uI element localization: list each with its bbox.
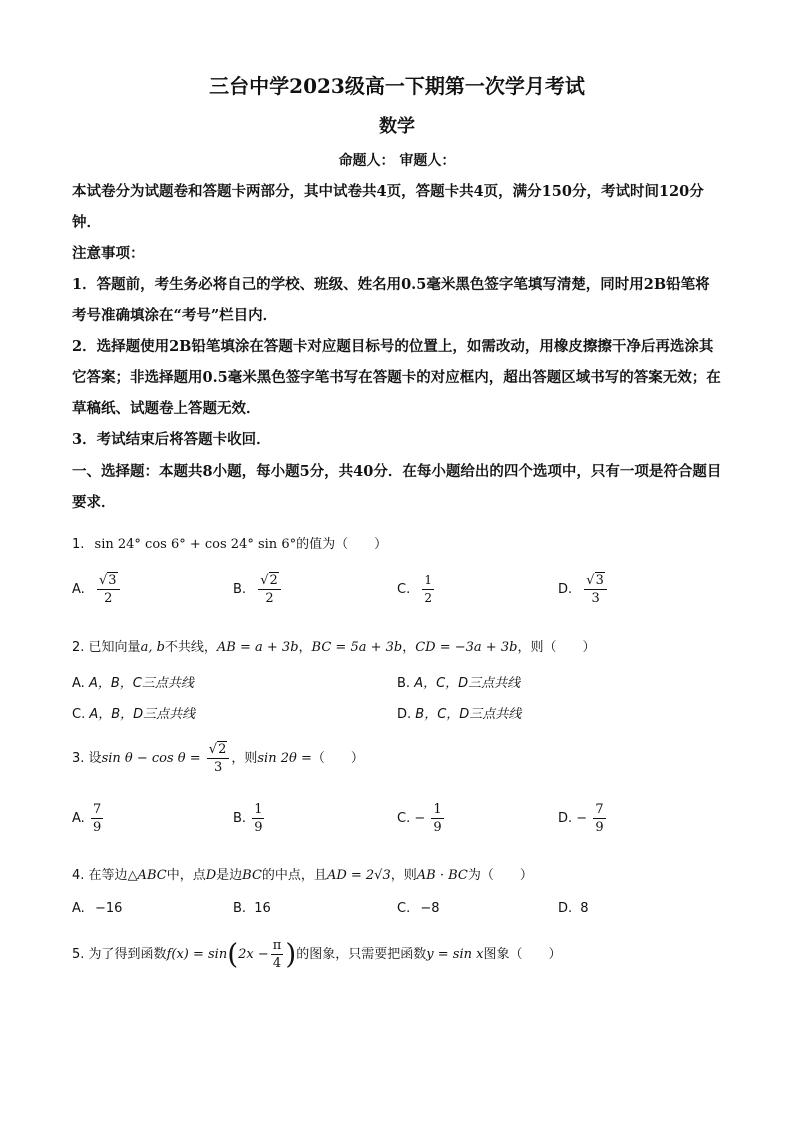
exam-title: 三台中学2023级高一下期第一次学月考试 [209, 74, 585, 98]
function-expression: f(x) = sin [166, 947, 228, 962]
notes-title: 注意事项： [72, 245, 145, 262]
option-c[interactable] [397, 572, 436, 607]
option-label: C. [72, 707, 86, 722]
option-label: A. [72, 811, 85, 826]
question-number: 3. [72, 751, 85, 766]
option-text: −8 [420, 901, 440, 916]
question-4-tail: 为（ ） [467, 868, 533, 883]
option-label: D. [558, 901, 573, 916]
section-1-heading: 一、选择题：本题共8小题，每小题5分，共40分．在每小题给出的四个选项中，只有一项是符合题目要求． [72, 463, 722, 511]
option-b[interactable] [233, 572, 283, 607]
question-5: 5. 为了得到函数f(x) = sin(2x − $\frac{\pi}{4}$ )的图象，只需要把函数y = sin x图象（ ） [72, 937, 562, 971]
question-4-text: 的中点，且 [261, 868, 327, 883]
pi-over-4 [271, 937, 284, 972]
option-c[interactable] [397, 901, 440, 916]
fraction-numerator: 2 [269, 573, 278, 588]
fraction-denominator: 2 [104, 591, 113, 606]
option-b[interactable] [233, 801, 266, 836]
segment-bc: BC [242, 868, 262, 883]
option-sign: − [414, 811, 426, 826]
fraction-denominator: 4 [272, 956, 282, 971]
option-text: 16 [254, 901, 271, 916]
option-text: −16 [94, 901, 123, 916]
fraction-denominator: 3 [591, 591, 600, 606]
option-text: A，B，D三点共线 [89, 707, 196, 722]
question-3 [72, 741, 364, 776]
authors-line: 命题人： 审题人： [338, 153, 456, 169]
dot-product-expression: AB · BC [416, 868, 468, 883]
option-label: A. [72, 676, 85, 691]
note-1: 1．答题前，考生务必将自己的学校、班级、姓名用0.5毫米黑色签字笔填写清楚，同时用2B铅笔将考号准确填涂在“考号”栏目内． [72, 276, 710, 324]
option-fraction [252, 801, 264, 836]
note-2: 2．选择题使用2B铅笔填涂在答题卡对应题目标号的位置上，如需改动，用橡皮擦擦干净后再选涂其它答案；非选择题用0.5毫米黑色签字笔书写在答题卡的对应框内，超出答题区域书写的答案无效；在草稿纸、试题卷上答题无效． [72, 338, 721, 417]
question-number: 2. [72, 640, 85, 655]
question-1 [72, 533, 387, 552]
option-b[interactable] [397, 672, 520, 691]
option-fraction [431, 801, 443, 836]
option-a[interactable] [72, 672, 194, 691]
option-text: A，B，C三点共线 [88, 676, 194, 691]
question-4-text: 中，点 [166, 868, 206, 883]
option-fraction [91, 801, 103, 836]
question-4 [72, 864, 533, 883]
question-number: 1. [72, 537, 85, 552]
triangle-label: △ABC [127, 868, 167, 883]
option-label: C. [397, 811, 411, 826]
fraction-numerator: 3 [595, 573, 604, 588]
option-text: A，C，D三点共线 [414, 676, 521, 691]
question-4-text: ，则 [390, 868, 417, 883]
question-2-tail: ，则（ ） [517, 640, 596, 655]
fraction-numerator: 7 [92, 802, 102, 817]
vector-cd: CD = −3a + 3b [415, 640, 518, 655]
option-fraction [422, 572, 434, 607]
intro-desc: 本试卷分为试题卷和答题卡两部分，其中试卷共4页，答题卡共4页，满分150分，考试时间120分钟． [72, 183, 704, 231]
option-a[interactable] [72, 572, 122, 607]
option-a[interactable] [72, 801, 105, 836]
question-4-text: 在等边 [88, 868, 128, 883]
question-number: 5. [72, 947, 85, 962]
option-text: 8 [580, 901, 589, 916]
vector-bc: BC = 5a + 3b [311, 640, 403, 655]
fraction-numerator: 1 [433, 802, 442, 817]
question-5-text: 为了得到函数 [88, 947, 167, 962]
option-fraction [593, 801, 605, 836]
option-b[interactable] [233, 901, 271, 916]
fraction-numerator: 1 [422, 572, 434, 590]
question-3-mid: ，则 [231, 751, 258, 766]
question-2-mid: 不共线， [164, 640, 217, 655]
fraction-denominator: 2 [265, 591, 274, 606]
question-5-tail: 图象（ ） [483, 947, 562, 962]
question-3-expression-2: sin 2θ = [257, 751, 312, 766]
fraction-numerator: 3 [108, 573, 117, 588]
fraction-denominator: 9 [595, 820, 604, 835]
fraction-numerator: 7 [595, 802, 604, 817]
option-label: B. [397, 676, 411, 691]
option-a[interactable] [72, 901, 122, 916]
fraction-numerator: π [272, 938, 282, 953]
fraction-numerator: 1 [254, 802, 263, 817]
option-label: D. [558, 582, 573, 597]
option-label: A. [72, 901, 85, 916]
fraction-denominator: 9 [92, 820, 102, 835]
question-number: 4. [72, 868, 85, 883]
question-4-text: 是边 [216, 868, 243, 883]
option-d[interactable] [558, 901, 589, 916]
question-3-expression: sin θ − cos θ = [101, 751, 201, 766]
option-fraction: $\frac{√3}{2}$ [97, 572, 120, 607]
option-label: D. [397, 707, 412, 722]
vector-ab: AB = a + 3b [216, 640, 299, 655]
question-1-expression: sin 24° cos 6° + cos 24° sin 6° [94, 537, 297, 552]
option-fraction: $\frac{√2}{2}$ [258, 572, 281, 607]
option-c[interactable] [72, 703, 195, 722]
question-1-tail: 的值为（ ） [296, 537, 388, 552]
option-label: B. [233, 901, 247, 916]
option-d[interactable] [397, 703, 521, 722]
subject-title: 数学 [379, 116, 415, 137]
question-5-text: 的图象，只需要把函数 [296, 947, 427, 962]
point-d: D [205, 868, 217, 883]
option-label: D. [558, 811, 573, 826]
option-d[interactable] [558, 572, 609, 607]
note-3: 3．考试结束后将答题卡收回． [72, 431, 271, 448]
option-sign: − [576, 811, 588, 826]
question-2: 2. 已知向量a, b不共线，AB = a + 3b，BC = 5a + 3b，CD = −3a + 3b，则（ ） [72, 640, 596, 655]
fraction-numerator: 2 [218, 742, 227, 757]
option-label: C. [397, 901, 411, 916]
option-c[interactable] [397, 801, 446, 836]
fraction-denominator: 2 [424, 591, 432, 605]
question-2-lead: 已知向量 [88, 640, 141, 655]
base-function: y = sin x [426, 947, 484, 962]
option-label: C. [397, 582, 411, 597]
option-text: B，C，D三点共线 [415, 707, 522, 722]
option-label: A. [72, 582, 85, 597]
function-inner: 2x − [238, 947, 269, 962]
question-3-lead: 设 [88, 751, 102, 766]
segment-ad-value: AD = 2√3 [326, 868, 391, 883]
question-2-vars: a, b [140, 640, 165, 655]
fraction-denominator: 9 [433, 820, 442, 835]
option-fraction: $\frac{√3}{3}$ [584, 572, 607, 607]
fraction-denominator: 9 [254, 820, 263, 835]
fraction-denominator: 3 [213, 760, 223, 775]
option-d[interactable] [558, 801, 608, 836]
question-3-tail: （ ） [311, 751, 364, 766]
option-label: B. [233, 582, 247, 597]
question-3-fraction: $\frac{√2}{3}$ [207, 741, 230, 776]
option-label: B. [233, 811, 247, 826]
